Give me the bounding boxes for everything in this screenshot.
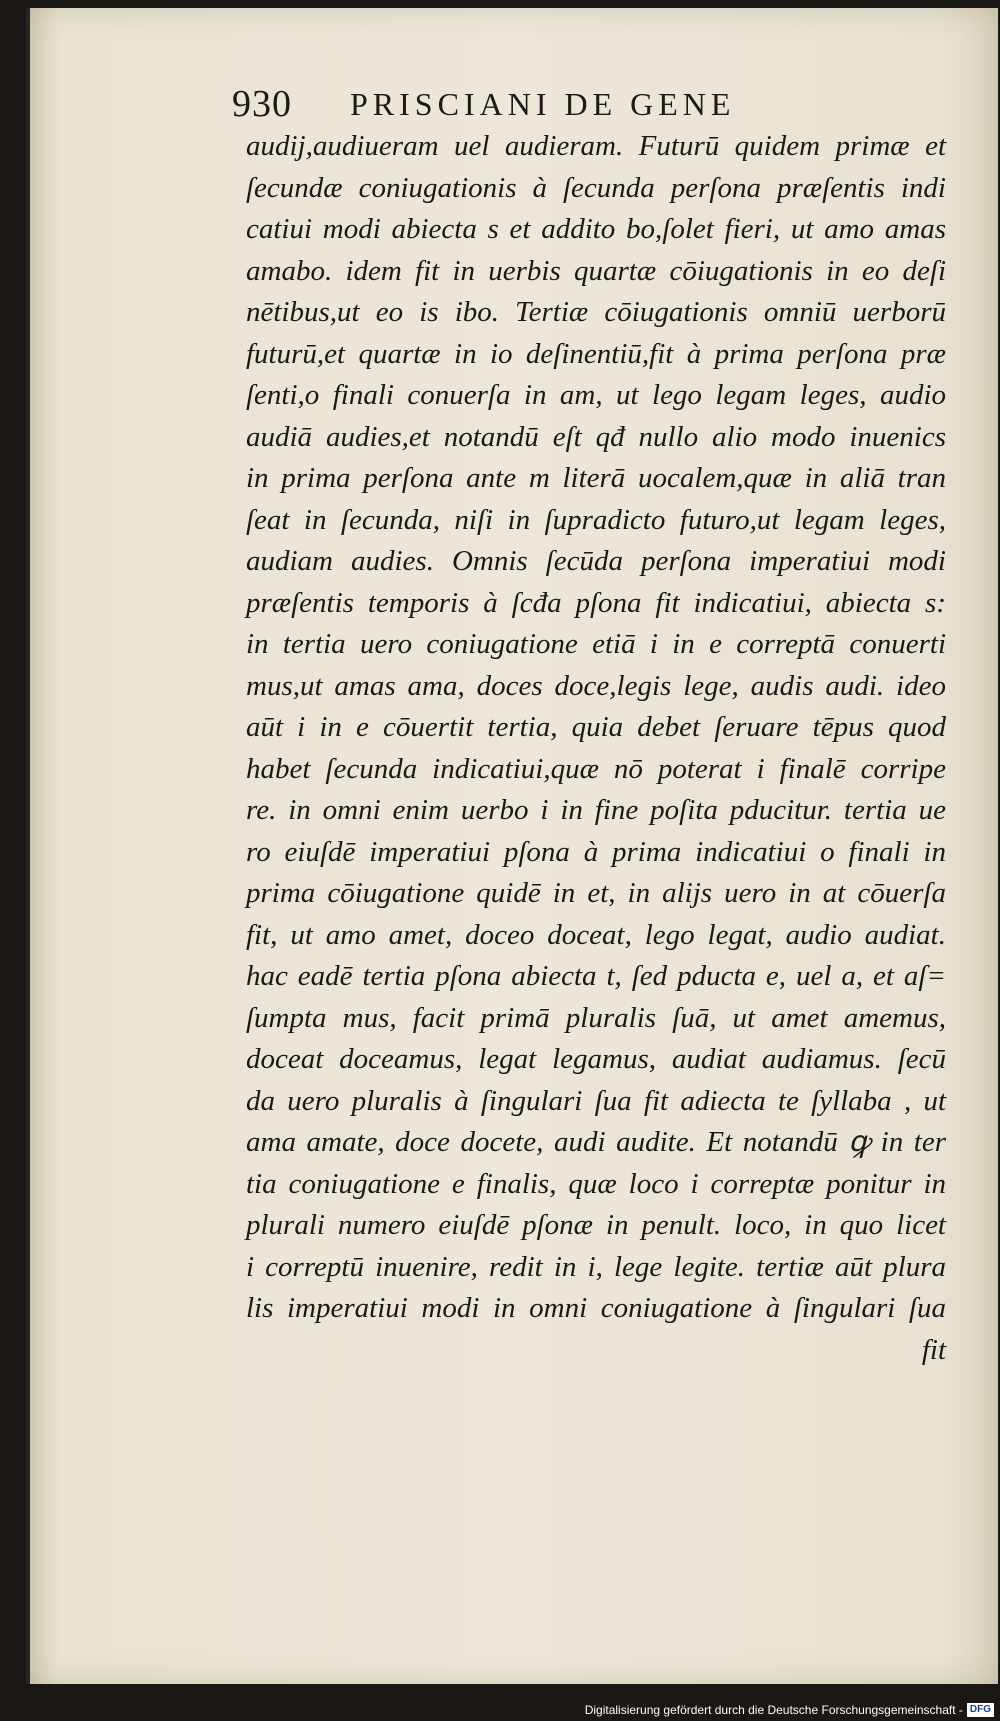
text-line: ſeat in ſecunda, niſi in ſupradicto futuro,ut legam leges,	[246, 503, 946, 536]
text-line: catiui modi abiecta s et addito bo,ſolet fieri, ut amo amas	[246, 213, 946, 245]
text-line: præſentis temporis à ſcđa pſona fit indicatiui, abiecta s:	[246, 586, 946, 619]
text-line: da uero pluralis à ſingulari ſua fit adiecta te ſyllaba , ut	[246, 1084, 946, 1117]
text-line: hac eadē tertia pſona abiecta t, ſed pducta e, uel a, et aſ=	[246, 960, 946, 992]
text-line: futurū,et quartæ in io deſinentiū,fit à prima perſona præ	[246, 337, 946, 370]
text-line: ſenti,o finali conuerſa in am, ut lego legam leges, audio	[246, 379, 946, 411]
text-line: audiam audies. Omnis ſecūda perſona imperatiui modi	[246, 545, 946, 577]
text-line: mus,ut amas ama, doces doce,legis lege, audis audi. ideo	[246, 669, 946, 702]
text-line: doceat doceamus, legat legamus, audiat audiamus. ſecū	[246, 1043, 946, 1075]
credit-text: Digitalisierung gefördert durch die Deutsche Forschungsgemeinschaft -	[584, 1703, 963, 1717]
body-text	[246, 126, 946, 1371]
text-line: re. in omni enim uerbo i in fine poſita pducitur. tertia ue	[246, 794, 946, 826]
text-line: nētibus,ut eo is ibo. Tertiæ cōiugationis omniū uerborū	[246, 296, 946, 328]
digitization-credit	[585, 1702, 994, 1718]
text-line: audij,audiueram uel audieram. Futurū quidem primæ et	[246, 130, 946, 162]
page-number: 930	[232, 83, 292, 125]
dfg-logo: DFG	[967, 1703, 994, 1717]
text-line: amabo. idem fit in uerbis quartæ cōiugationis in eo deſi	[246, 254, 946, 287]
text-line: in prima perſona ante m literā uocalem,quæ in aliā tran	[246, 462, 946, 494]
text-line: ſecundæ coniugationis à ſecunda perſona præſentis indi	[246, 171, 946, 204]
running-head-title: PRISCIANI DE GENE	[350, 86, 736, 122]
text-line: prima cōiugatione quidē in et, in alijs uero in at cōuerſa	[246, 877, 946, 909]
text-line: fit, ut amo amet, doceo doceat, lego legat, audio audiat.	[246, 918, 946, 951]
text-line: ro eiuſdē imperatiui pſona à prima indicatiui o finali in	[246, 835, 946, 868]
text-line: lis imperatiui modi in omni coniugatione à ſingulari ſua	[246, 1292, 946, 1324]
text-line: plurali numero eiuſdē pſonæ in penult. loco, in quo licet	[246, 1209, 946, 1241]
text-line: ama amate, doce docete, audi audite. Et notandū ꝙ in ter	[246, 1126, 946, 1158]
text-line: audiā audies,et notandū eſt qđ nullo alio modo inuenics	[246, 420, 946, 453]
text-line: tia coniugatione e finalis, quæ loco i correptæ ponitur in	[246, 1167, 946, 1200]
text-line: ſumpta mus, facit primā pluralis ſuā, ut amet amemus,	[246, 1001, 946, 1034]
catchword: fit	[921, 1333, 946, 1366]
text-line: i correptū inuenire, redit in i, lege legite. tertiæ aūt plura	[246, 1250, 946, 1283]
text-line: aūt i in e cōuertit tertia, quia debet ſeruare tēpus quod	[246, 711, 946, 743]
text-line: habet ſecunda indicatiui,quæ nō poterat i finalē corripe	[246, 752, 946, 785]
running-head	[232, 82, 872, 126]
text-line: in tertia uero coniugatione etiā i in e correptā conuerti	[246, 628, 946, 660]
